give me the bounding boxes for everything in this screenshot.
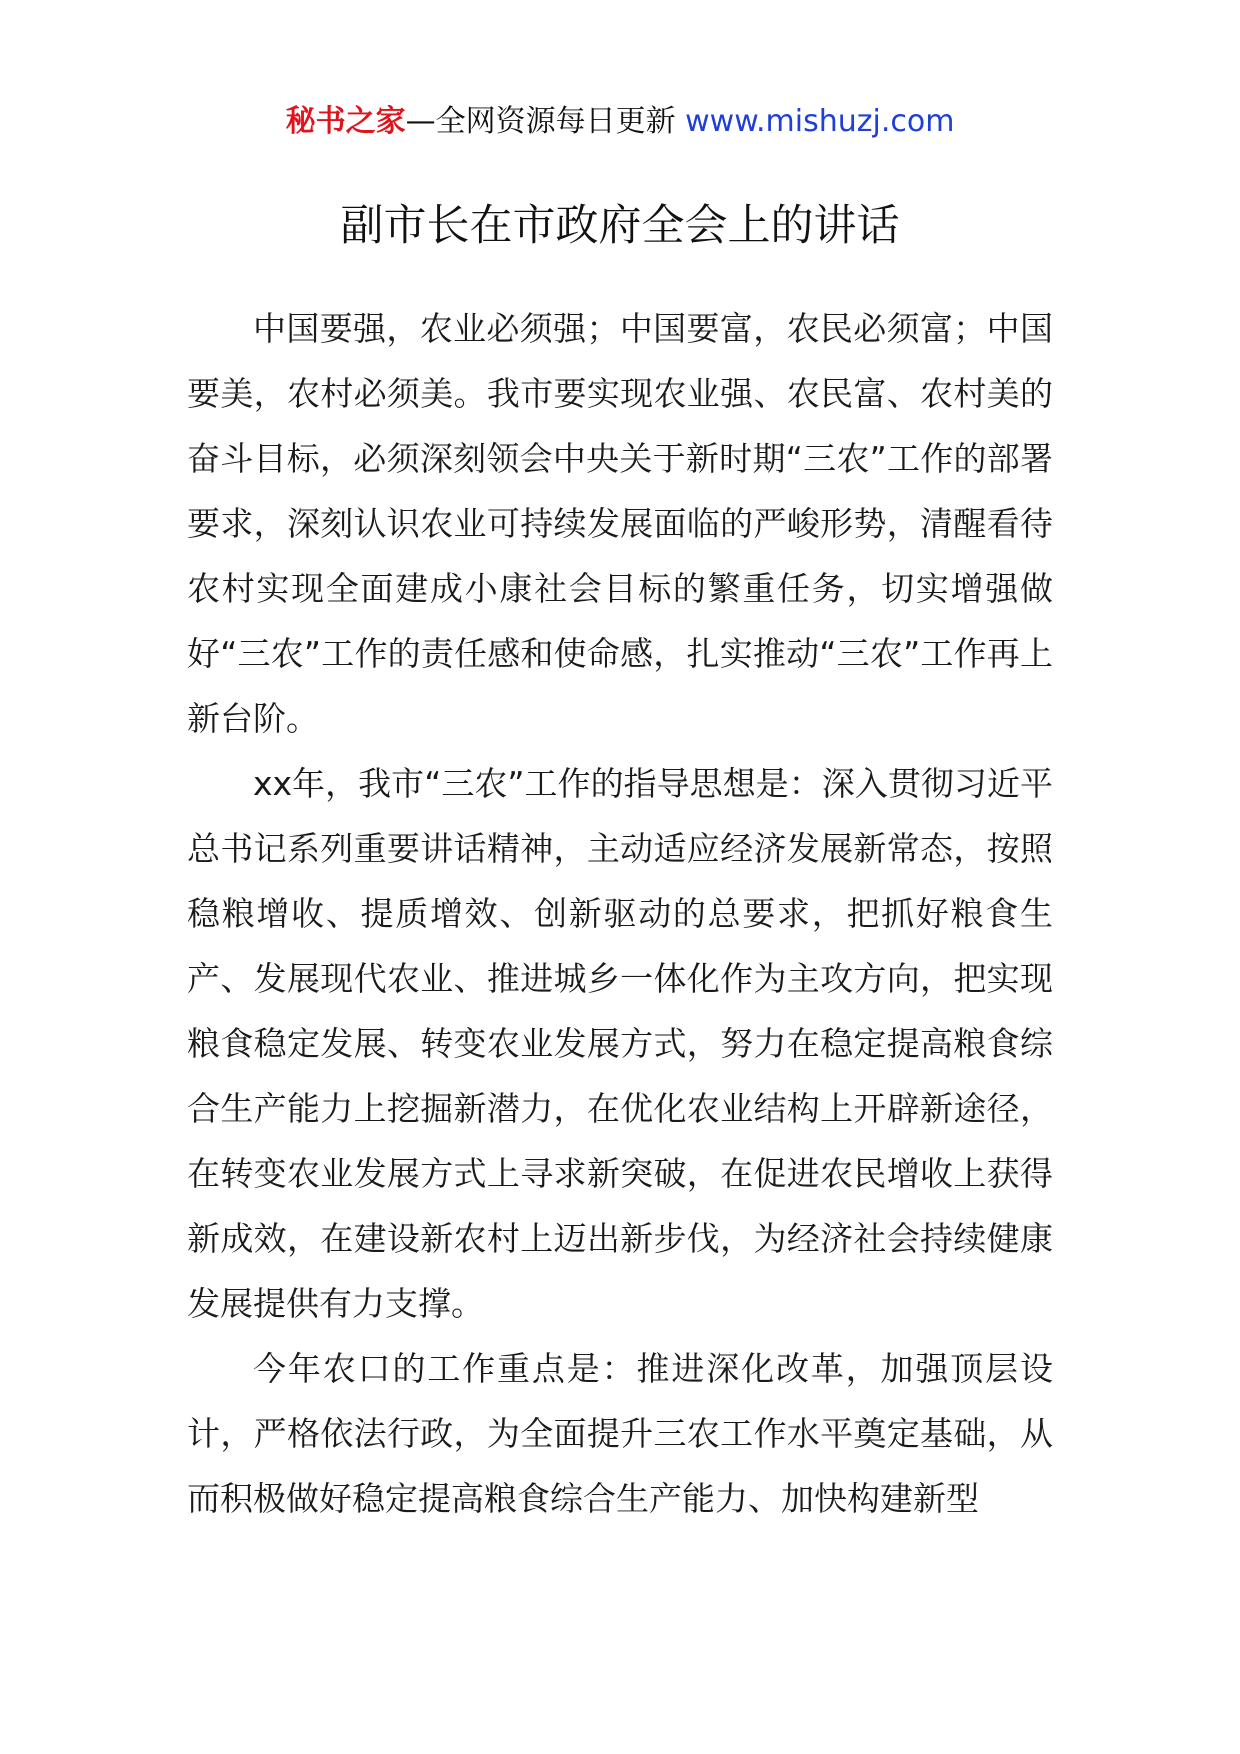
site-tagline: —全网资源每日更新 — [405, 104, 686, 139]
site-brand: 秘书之家 — [285, 104, 406, 139]
paragraph: 中国要强，农业必须强；中国要富，农民必须富；中国要美，农村必须美。我市要实现农业强、农民富、农村美的奋斗目标，必须深刻领会中央关于新时期“三农”工作的部署要求，深刻认识农业可持续发展面临的严峻形势，清醒看待农村实现全面建成小康社会目标的繁重任务，切实增强做好“三农”工作的责任感和使命感，扎实推动“三农”工作再上新台阶。 — [187, 309, 1053, 738]
paragraph: xx年，我市“三农”工作的指导思想是：深入贯彻习近平总书记系列重要讲话精神，主动适应经济发展新常态，按照稳粮增收、提质增效、创新驱动的总要求，把抓好粮食生产、发展现代农业、推进城乡一体化作为主攻方向，把实现粮食稳定发展、转变农业发展方式，努力在稳定提高粮食综合生产能力上挖掘新潜力，在优化农业结构上开辟新途径，在转变农业发展方式上寻求新突破，在促进农民增收上获得新成效，在建设新农村上迈出新步伐，为经济社会持续健康发展提供有力支撑。 — [187, 764, 1053, 1323]
document-body — [187, 296, 1053, 1531]
site-url-link[interactable]: www.mishuzj.com — [685, 104, 955, 139]
site-header — [0, 100, 1240, 144]
paragraph: 今年农口的工作重点是：推进深化改革，加强顶层设计，严格依法行政，为全面提升三农工作水平奠定基础，从而积极做好稳定提高粮食综合生产能力、加快构建新型 — [187, 1349, 1053, 1518]
document-title: 副市长在市政府全会上的讲话 — [340, 201, 900, 251]
